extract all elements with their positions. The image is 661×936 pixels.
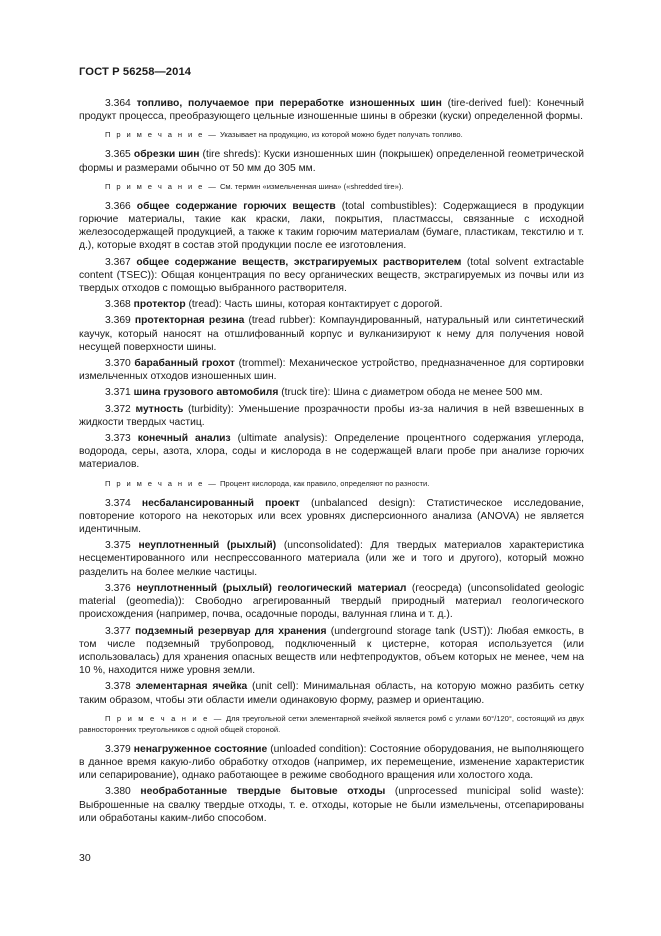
document-header: ГОСТ Р 56258—2014 — [79, 66, 192, 78]
term-name: барабанный грохот — [134, 358, 235, 370]
term-number: 3.369 — [105, 315, 131, 327]
note-label: П р и м е ч а н и е — — [105, 181, 218, 191]
term-definition: (геосреда) (unconsolidated geologic material (geomedia)): Свободно агрегированный твердый природный материал геологического происхождения (например, почва, осадочные породы, валунная глина и т. д.). — [79, 582, 585, 621]
term-name: подземный резервуар для хранения — [135, 625, 327, 637]
note-paragraph — [79, 713, 584, 735]
note-label: П р и м е ч а н и е — — [105, 130, 218, 140]
term-number: 3.378 — [105, 681, 131, 693]
page-number: 30 — [79, 852, 91, 864]
term-definition: (trommel): Механическое устройство, предназначенное для сортировки измельченных отходов изношенных шин. — [79, 358, 584, 383]
note-text: Процент кислорода, как правило, определяют по разности. — [219, 478, 430, 488]
term-name: ненагруженное состояние — [133, 743, 268, 755]
term-entry — [79, 386, 584, 399]
note-paragraph — [79, 181, 584, 192]
term-definition: (tire shreds): Куски изношенных шин (покрышек) определенной геометрической формы и размерами обычно от 50 мм до 305 мм. — [79, 149, 584, 174]
term-definition: (total combustibles): Содержащиеся в продукции горючие материалы, такие как краски, лаки, покрытия, пластмассы, связанные с исходной железосодержащей продукцией, а также к таким горючим материалам (бумаге, пластикам, текстилю и т. д.), которые входят в состав этой продукции после ее изготовления. — [79, 200, 584, 252]
term-entry — [79, 256, 584, 296]
term-name: общее содержание горючих веществ — [136, 200, 336, 212]
term-number: 3.365 — [105, 149, 131, 161]
term-entry — [79, 743, 584, 783]
note-paragraph — [79, 129, 584, 140]
term-number: 3.364 — [105, 98, 131, 109]
term-name: несбалансированный проект — [141, 497, 300, 509]
note-paragraph — [79, 478, 584, 489]
term-entry — [79, 314, 584, 354]
term-number: 3.370 — [105, 358, 131, 370]
document-body — [79, 97, 584, 828]
term-entry — [79, 785, 584, 825]
term-name: топливо, получаемое при переработке изношенных шин — [136, 98, 442, 109]
term-entry — [79, 625, 584, 678]
term-definition: (truck tire): Шина с диаметром обода не менее 500 мм. — [278, 387, 543, 399]
term-number: 3.367 — [105, 256, 131, 268]
term-number: 3.373 — [105, 433, 131, 445]
term-definition: (unloaded condition): Состояние оборудования, не выполняющего в данное время какую-либо обработку отходов (например, их перемещение, изменение характеристик или сепарирование), однако работающее в режиме свободного вращения или холостого хода. — [79, 743, 584, 782]
term-name: общее содержание веществ, экстрагируемых растворителем — [136, 256, 462, 268]
term-number: 3.371 — [105, 387, 131, 399]
term-number: 3.380 — [105, 786, 131, 798]
term-entry — [79, 680, 584, 706]
term-definition: (total solvent extractable content (TSEC)): Общая концентрация по весу органических веществ, экстрагируемых из почвы или из твердых отходов с помощью выбранного растворителя. — [79, 256, 584, 295]
term-entry — [79, 432, 584, 472]
term-definition: (unit cell): Минимальная область, на которую можно разбить сетку таким образом, чтобы эти области имели одинаковую форму, размер и ориентацию. — [79, 681, 584, 706]
term-definition: (turbidity): Уменьшение прозрачности пробы из-за наличия в ней взвешенных в жидкости твердых частиц. — [79, 403, 584, 428]
note-text: Указывает на продукцию, из которой можно будет получать топливо. — [219, 130, 463, 140]
term-number: 3.376 — [105, 582, 131, 594]
term-entry — [79, 582, 584, 622]
term-definition: (unprocessed municipal solid waste): Выброшенные на свалку твердые отходы, т. е. отходы, которые не были измельчены, отсепарированы или обработаны каким-либо способом. — [79, 786, 584, 824]
term-number: 3.377 — [105, 625, 131, 637]
term-name: неуплотненный (рыхлый) — [138, 540, 277, 552]
term-name: элементарная ячейка — [135, 681, 248, 693]
term-name: неуплотненный (рыхлый) геологический материал — [136, 582, 407, 594]
term-name: протектор — [133, 299, 186, 311]
term-name: обрезки шин — [133, 149, 200, 161]
term-name: необработанные твердые бытовые отходы — [140, 786, 386, 798]
term-definition: (unconsolidated): Для твердых материалов характеристика несцементированного или неспрессованного материала (или же и того и другого), который можно разделить на более мелкие частицы. — [79, 540, 584, 578]
term-entry — [79, 97, 584, 123]
term-name: шина грузового автомобиля — [133, 387, 279, 399]
term-name: протекторная резина — [134, 315, 245, 327]
term-name: конечный анализ — [137, 433, 231, 445]
note-text: См. термин «измельченная шина» («shredded tire»). — [219, 181, 404, 191]
term-definition: (tire-derived fuel): Конечный продукт процесса, преобразующего цельные изношенные шины в обрезки (куски) определенной формы. — [79, 98, 584, 123]
term-entry — [79, 298, 584, 311]
term-number: 3.379 — [105, 743, 131, 755]
note-text: Для треугольной сетки элементарной ячейкой является ромб с углами 60°/120°, состоящий из двух равносторонних треугольников с одной общей стороной. — [79, 713, 584, 734]
term-entry — [79, 200, 584, 253]
term-entry — [79, 148, 584, 174]
term-entry — [79, 357, 584, 383]
term-name: мутность — [135, 403, 184, 415]
term-number: 3.375 — [105, 540, 131, 552]
term-definition: (tread): Часть шины, которая контактирует с дорогой. — [185, 299, 443, 311]
term-definition: (tread rubber): Компаундированный, натуральный или синтетический каучук, который наносят на отшлифованный корпус и вулканизируют к нему для получения новой несущей поверхности шины. — [79, 315, 584, 353]
term-entry — [79, 497, 584, 537]
term-number: 3.374 — [105, 497, 131, 509]
term-definition: (unbalanced design): Статистическое исследование, повторение которого на некоторых или всех уровнях дисперсионного анализа (ANOVA) не является идентичным. — [79, 497, 584, 536]
term-entry — [79, 539, 584, 579]
term-entry — [79, 403, 584, 429]
term-number: 3.368 — [105, 299, 131, 311]
term-number: 3.372 — [105, 403, 131, 415]
term-definition: (ultimate analysis): Определение процентного содержания углерода, водорода, серы, азота, хлора, соды и кислорода в не содержащей влаги пробе при анализе горючих материалов. — [79, 433, 584, 471]
term-definition: (underground storage tank (UST)): Любая емкость, в том числе подземный трубопровод, подключенный к цистерне, которая используется (или использовалась) для хранения опасных веществ или нефтепродуктов, объем которых не менее, чем на 10 %, находится ниже уровня земли. — [79, 625, 584, 677]
note-label: П р и м е ч а н и е — — [105, 478, 218, 488]
term-number: 3.366 — [105, 200, 131, 212]
note-label: П р и м е ч а н и е — — [105, 713, 224, 723]
